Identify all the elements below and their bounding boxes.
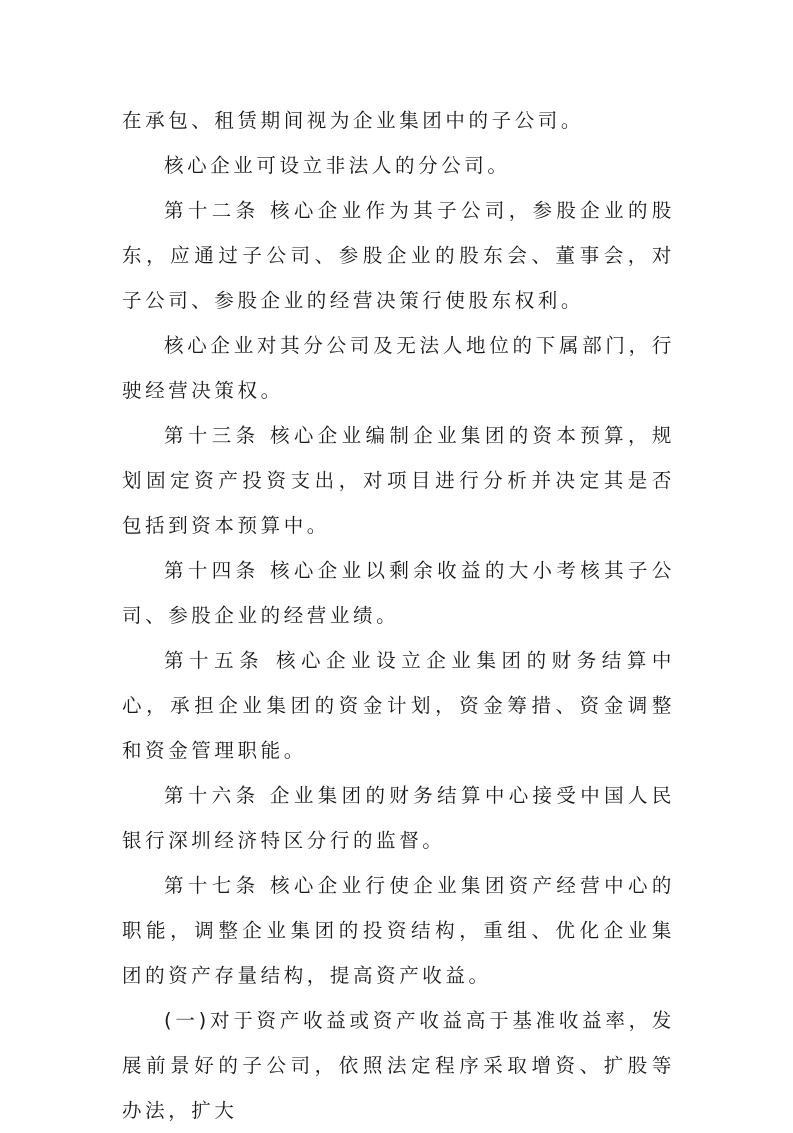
paragraph-article-15: 第十五条 核心企业设立企业集团的财务结算中心，承担企业集团的资金计划，资金筹措、资金调整和资金管理职能。 [122, 649, 675, 762]
paragraph-article-13: 第十三条 核心企业编制企业集团的资本预算，规划固定资产投资支出，对项目进行分析并决定其是否包括到资本预算中。 [122, 424, 675, 537]
paragraph-2: 核心企业可设立非法人的分公司。 [164, 154, 511, 177]
paragraph-article-14: 第十四条 核心企业以剩余收益的大小考核其子公司、参股企业的经营业绩。 [122, 559, 675, 627]
paragraph-article-12: 第十二条 核心企业作为其子公司，参股企业的股东，应通过子公司、参股企业的股东会、董事会，对子公司、参股企业的经营决策行使股东权利。 [122, 199, 675, 312]
paragraph-article-16: 第十六条 企业集团的财务结算中心接受中国人民银行深圳经济特区分行的监督。 [122, 784, 675, 852]
paragraph-4: 核心企业对其分公司及无法人地位的下属部门，行驶经营决策权。 [122, 334, 675, 402]
paragraph-item-1: (一)对于资产收益或资产收益高于基准收益率，发展前景好的子公司，依照法定程序采取增资、扩股等办法，扩大 [122, 1009, 675, 1122]
paragraph-article-17: 第十七条 核心企业行使企业集团资产经营中心的职能，调整企业集团的投资结构，重组、优化企业集团的资产存量结构，提高资产收益。 [122, 874, 675, 987]
paragraph-1: 在承包、租赁期间视为企业集团中的子公司。 [122, 109, 585, 132]
